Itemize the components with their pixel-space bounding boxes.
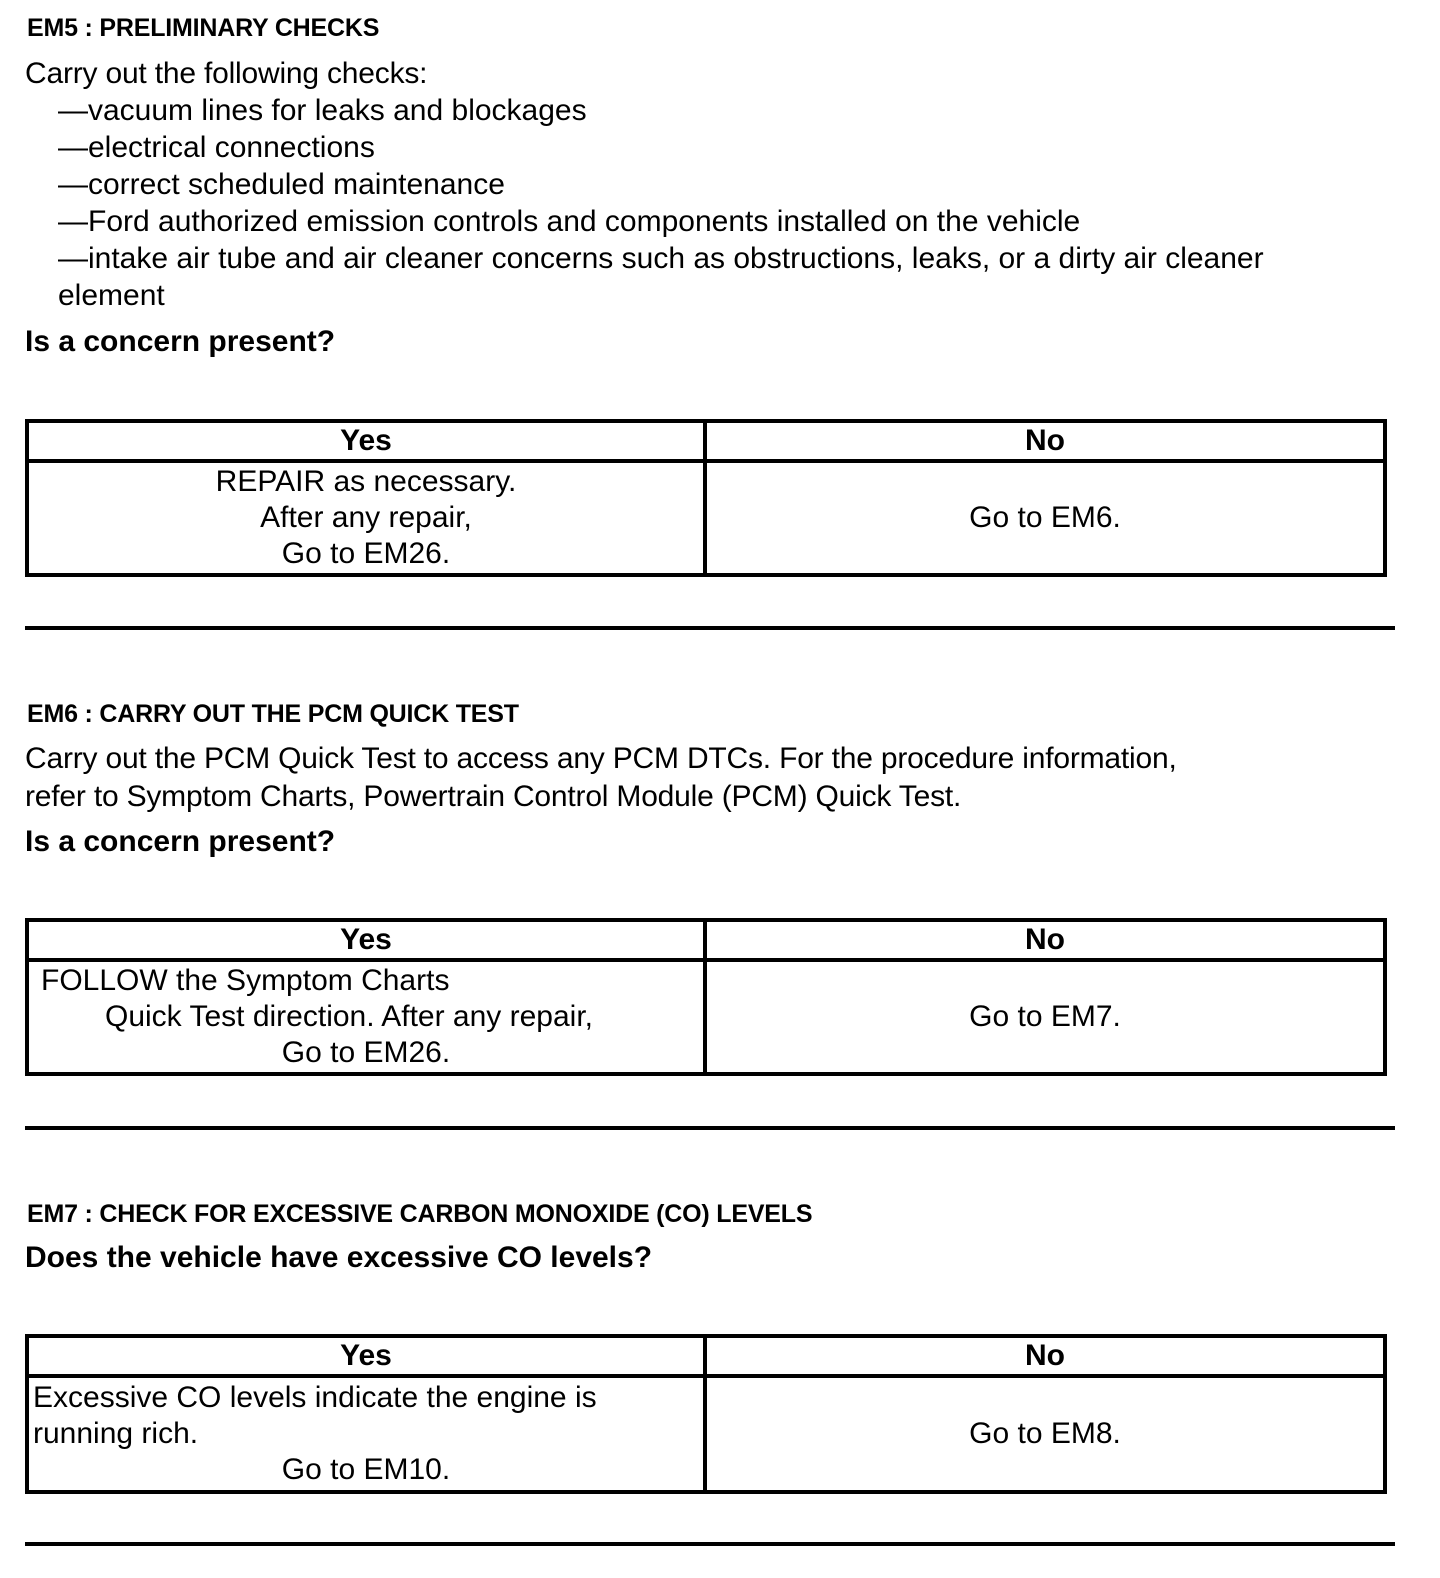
section-divider xyxy=(25,1126,1395,1130)
yes-cell-line: Go to EM26. xyxy=(281,1036,451,1069)
yes-cell-line: Quick Test direction. After any repair, xyxy=(105,1000,594,1033)
yes-column-header: Yes xyxy=(27,421,705,461)
yes-cell-line: Go to EM26. xyxy=(281,537,451,570)
yes-cell-line: FOLLOW the Symptom Charts xyxy=(41,964,450,997)
table-header-row xyxy=(27,421,1385,461)
table-header-row xyxy=(27,920,1385,960)
yes-cell-line: running rich. xyxy=(33,1417,199,1450)
section-divider xyxy=(25,1542,1395,1546)
no-cell: Go to EM8. xyxy=(705,1376,1385,1492)
em5-intro-text: Carry out the following checks: xyxy=(25,57,428,90)
table-row xyxy=(27,960,1385,1074)
section-divider xyxy=(25,626,1395,630)
yes-cell-line: REPAIR as necessary. xyxy=(215,465,517,498)
em5-check-item-continuation: element xyxy=(58,279,165,312)
em5-decision-table xyxy=(25,419,1387,577)
yes-column-header: Yes xyxy=(27,1336,705,1376)
yes-cell xyxy=(27,461,705,575)
yes-column-header: Yes xyxy=(27,920,705,960)
yes-cell-line: Go to EM10. xyxy=(281,1453,451,1486)
em5-question: Is a concern present? xyxy=(25,325,336,358)
yes-cell-line: Excessive CO levels indicate the engine is xyxy=(33,1381,597,1414)
section-heading-em5: EM5 : PRELIMINARY CHECKS xyxy=(27,14,380,42)
section-heading-em7: EM7 : CHECK FOR EXCESSIVE CARBON MONOXIDE (CO) LEVELS xyxy=(27,1200,813,1228)
em6-body-line: Carry out the PCM Quick Test to access any PCM DTCs. For the procedure information, xyxy=(25,742,1177,775)
em6-body-line: refer to Symptom Charts, Powertrain Control Module (PCM) Quick Test. xyxy=(25,780,962,813)
yes-cell xyxy=(27,1376,705,1492)
table-header-row xyxy=(27,1336,1385,1376)
no-cell: Go to EM7. xyxy=(705,960,1385,1074)
em7-question: Does the vehicle have excessive CO levels? xyxy=(25,1241,653,1274)
yes-cell-line: After any repair, xyxy=(260,501,472,534)
em5-check-item: —correct scheduled maintenance xyxy=(58,168,505,201)
no-cell: Go to EM6. xyxy=(705,461,1385,575)
no-column-header: No xyxy=(705,421,1385,461)
table-row xyxy=(27,461,1385,575)
em5-check-item: —vacuum lines for leaks and blockages xyxy=(58,94,587,127)
section-heading-em6: EM6 : CARRY OUT THE PCM QUICK TEST xyxy=(27,700,519,728)
em5-check-item: —electrical connections xyxy=(58,131,375,164)
table-row xyxy=(27,1376,1385,1492)
em5-check-item: —intake air tube and air cleaner concerns such as obstructions, leaks, or a dirty air cleaner xyxy=(58,242,1264,275)
yes-cell xyxy=(27,960,705,1074)
no-column-header: No xyxy=(705,1336,1385,1376)
em6-question: Is a concern present? xyxy=(25,825,336,858)
em7-decision-table xyxy=(25,1334,1387,1494)
em5-check-item: —Ford authorized emission controls and components installed on the vehicle xyxy=(58,205,1081,238)
em6-decision-table xyxy=(25,918,1387,1076)
no-column-header: No xyxy=(705,920,1385,960)
